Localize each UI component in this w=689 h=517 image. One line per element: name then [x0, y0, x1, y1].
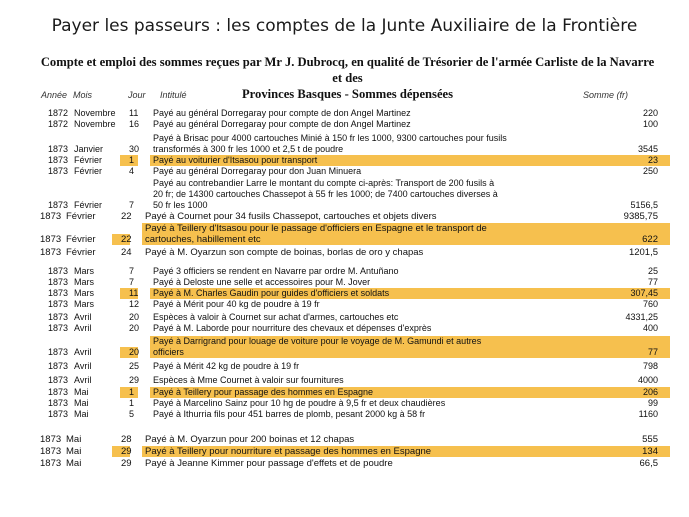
row-intitule: Payé à Ithurria fils pour 451 barres de plomb, pesant 2000 kg à 58 fr — [153, 409, 426, 419]
row-intitule: Payé à Marcelino Sainz pour 10 hg de poudre à 9,5 fr et deux chaudières — [153, 398, 446, 408]
row-mois: Mai — [74, 409, 89, 419]
row-mois: Mars — [74, 277, 94, 287]
row-intitule: 20 fr; de 14300 cartouches Chassepot à 55 fr les 1000; de 7400 cartouches diverses à — [153, 189, 498, 199]
row-somme: 622 — [642, 234, 658, 245]
row-somme: 5156,5 — [630, 200, 658, 210]
row-somme: 23 — [647, 155, 658, 165]
row-jour: 4 — [129, 166, 135, 176]
row-somme: 250 — [642, 166, 658, 176]
row-annee: 1873 — [40, 434, 62, 445]
column-header-jour: Jour — [128, 90, 146, 100]
row-mois: Avril — [74, 375, 92, 385]
table-row — [0, 119, 689, 130]
row-somme: 206 — [642, 387, 658, 397]
row-jour: 16 — [129, 119, 140, 129]
row-jour: 1 — [129, 155, 135, 165]
row-mois: Février — [74, 166, 103, 176]
column-header-somme: Somme (fr) — [583, 90, 628, 100]
row-intitule: Payé au contrebandier Larre le montant du compte ci-après: Transport de 200 fusils à — [153, 178, 495, 188]
row-intitule: 50 fr les 1000 — [153, 200, 208, 210]
table-row — [0, 133, 689, 155]
row-intitule: Payé 3 officiers se rendent en Navarre par ordre M. Antuñano — [153, 266, 399, 276]
row-intitule: cartouches, habillement etc — [145, 234, 261, 245]
row-somme: 798 — [642, 361, 658, 371]
row-intitule: Payé à Mérit pour 40 kg de poudre à 19 fr — [153, 299, 320, 309]
row-jour: 1 — [129, 398, 135, 408]
row-intitule: Espèces à Mme Cournet à valoir sur fournitures — [153, 375, 344, 385]
column-header-annee: Année — [41, 90, 68, 100]
row-somme: 555 — [642, 434, 658, 445]
row-annee: 1873 — [48, 288, 69, 298]
row-intitule: Payé à Darrigrand pour louage de voiture pour le voyage de M. Gamundi et autres — [153, 336, 482, 346]
row-jour: 28 — [121, 434, 132, 445]
table-row — [0, 434, 689, 445]
table-row — [0, 458, 689, 469]
row-annee: 1873 — [48, 277, 69, 287]
row-somme: 1160 — [638, 409, 658, 419]
row-annee: 1873 — [48, 409, 69, 419]
row-intitule: Payé à Jeanne Kimmer pour passage d'effets et de poudre — [145, 458, 393, 469]
table-row — [0, 398, 689, 409]
column-header-intitule: Intitulé — [160, 90, 187, 100]
row-annee: 1873 — [48, 323, 69, 333]
table-row — [0, 336, 689, 358]
row-jour: 25 — [129, 361, 140, 371]
row-intitule: Payé au général Dorregaray pour don Juan Minuera — [153, 166, 362, 176]
table-row — [0, 266, 689, 277]
row-annee: 1873 — [40, 446, 62, 457]
row-mois: Mai — [66, 446, 82, 457]
table-row — [0, 155, 689, 166]
row-mois: Mai — [66, 434, 82, 445]
table-row — [0, 299, 689, 310]
table-row — [0, 211, 689, 222]
heading-line-1: Compte et emploi des sommes reçues par Mr J. Dubrocq, en qualité de Trésorier de l'armée Carliste de la Navarre et des — [40, 55, 655, 85]
row-mois: Mai — [66, 458, 82, 469]
row-somme: 77 — [647, 277, 658, 287]
table-row — [0, 312, 689, 323]
row-intitule: Payé à Mérit 42 kg de poudre à 19 fr — [153, 361, 300, 371]
row-somme: 307,45 — [630, 288, 658, 298]
row-mois: Avril — [74, 347, 92, 357]
row-mois: Février — [74, 200, 103, 210]
row-intitule: Payé à Teillery d'Itsasou pour le passage d'officiers en Espagne et le transport de — [145, 223, 487, 234]
table-row — [0, 323, 689, 334]
row-jour: 5 — [129, 409, 135, 419]
row-somme: 99 — [647, 398, 658, 408]
row-somme: 4331,25 — [625, 312, 658, 322]
row-annee: 1873 — [48, 200, 69, 210]
row-jour: 7 — [129, 266, 135, 276]
row-jour: 29 — [129, 375, 140, 385]
row-somme: 220 — [642, 108, 658, 118]
row-intitule: officiers — [153, 347, 184, 357]
row-intitule: Payé à Cournet pour 34 fusils Chassepot, cartouches et objets divers — [145, 211, 437, 222]
row-mois: Avril — [74, 323, 92, 333]
row-mois: Février — [66, 234, 96, 245]
row-annee: 1873 — [48, 347, 69, 357]
row-annee: 1873 — [48, 155, 69, 165]
row-somme: 3545 — [637, 144, 658, 154]
table-row — [0, 409, 689, 420]
row-annee: 1873 — [40, 458, 62, 469]
row-annee: 1873 — [48, 266, 69, 276]
row-mois: Janvier — [74, 144, 104, 154]
table-row — [0, 247, 689, 258]
row-jour: 1 — [129, 387, 135, 397]
row-jour: 12 — [129, 299, 140, 309]
row-somme: 4000 — [637, 375, 658, 385]
row-intitule: Payé au général Dorregaray pour compte de don Angel Martinez — [153, 108, 411, 118]
row-jour: 20 — [129, 347, 140, 357]
row-jour: 20 — [129, 312, 140, 322]
row-jour: 22 — [121, 234, 132, 245]
row-mois: Février — [66, 211, 96, 222]
row-mois: Novembre — [74, 108, 116, 118]
row-jour: 7 — [129, 200, 135, 210]
row-mois: Février — [74, 155, 103, 165]
table-row — [0, 387, 689, 398]
row-annee: 1873 — [48, 166, 69, 176]
row-annee: 1872 — [48, 108, 69, 118]
row-mois: Avril — [74, 361, 92, 371]
row-somme: 66,5 — [639, 458, 658, 469]
row-intitule: Payé à Deloste une selle et accessoires pour M. Jover — [153, 277, 371, 287]
row-mois: Mai — [74, 387, 89, 397]
row-annee: 1873 — [40, 234, 62, 245]
row-jour: 22 — [121, 211, 132, 222]
row-mois: Avril — [74, 312, 92, 322]
row-somme: 1201,5 — [628, 247, 658, 258]
row-annee: 1873 — [40, 211, 62, 222]
row-annee: 1872 — [48, 119, 69, 129]
row-jour: 20 — [129, 323, 140, 333]
row-somme: 25 — [647, 266, 658, 276]
row-jour: 11 — [129, 288, 139, 298]
row-intitule: Payé à M. Charles Gaudin pour guides d'officiers et soldats — [153, 288, 390, 298]
row-annee: 1873 — [40, 247, 62, 258]
row-mois: Mai — [74, 398, 89, 408]
row-intitule: transformés à 300 fr les 1000 et 2,5 t de poudre — [153, 144, 344, 154]
column-header-mois: Mois — [73, 90, 93, 100]
table-row — [0, 166, 689, 177]
row-mois: Février — [66, 247, 96, 258]
row-annee: 1873 — [48, 387, 69, 397]
table-row — [0, 288, 689, 299]
heading-line-2: Provinces Basques - Sommes dépensées — [241, 87, 454, 101]
row-somme: 100 — [642, 119, 658, 129]
row-intitule: Payé à Teillery pour passage des hommes en Espagne — [153, 387, 373, 397]
table-row — [0, 108, 689, 119]
table-row — [0, 178, 689, 211]
row-intitule: Payé à Brisac pour 4000 cartouches Minié à 150 fr les 1000, 9300 cartouches pour fusils — [153, 133, 507, 143]
table-row — [0, 223, 689, 245]
row-intitule: Payé à M. Laborde pour nourriture des chevaux et dépenses d'exprès — [153, 323, 432, 333]
row-jour: 29 — [121, 446, 132, 457]
row-intitule: Payé au voiturier d'Itsasou pour transport — [153, 155, 318, 165]
row-jour: 7 — [129, 277, 135, 287]
row-somme: 134 — [642, 446, 658, 457]
row-mois: Mars — [74, 288, 94, 298]
row-intitule: Payé à Teillery pour nourriture et passage des hommes en Espagne — [145, 446, 432, 457]
row-jour: 24 — [121, 247, 132, 258]
row-annee: 1873 — [48, 398, 69, 408]
row-annee: 1873 — [48, 299, 69, 309]
row-annee: 1873 — [48, 375, 69, 385]
row-jour: 11 — [129, 108, 139, 118]
row-mois: Mars — [74, 266, 94, 276]
table-row — [0, 375, 689, 386]
row-mois: Novembre — [74, 119, 116, 129]
table-row — [0, 446, 689, 457]
row-jour: 30 — [129, 144, 140, 154]
page-title: Payer les passeurs : les comptes de la Junte Auxiliaire de la Frontière — [51, 16, 638, 36]
row-intitule: Payé à M. Oyarzun son compte de boinas, borlas de oro y chapas — [145, 247, 424, 258]
row-annee: 1873 — [48, 144, 69, 154]
row-somme: 760 — [642, 299, 658, 309]
row-somme: 400 — [642, 323, 658, 333]
row-annee: 1873 — [48, 361, 69, 371]
row-intitule: Payé à M. Oyarzun pour 200 boinas et 12 chapas — [145, 434, 355, 445]
row-intitule: Payé au général Dorregaray pour compte de don Angel Martinez — [153, 119, 411, 129]
table-row — [0, 277, 689, 288]
row-mois: Mars — [74, 299, 94, 309]
row-jour: 29 — [121, 458, 132, 469]
row-intitule: Espèces à valoir à Cournet sur achat d'armes, cartouches etc — [153, 312, 399, 322]
row-somme: 77 — [647, 347, 658, 357]
row-annee: 1873 — [48, 312, 69, 322]
row-somme: 9385,75 — [623, 211, 658, 222]
table-row — [0, 361, 689, 372]
